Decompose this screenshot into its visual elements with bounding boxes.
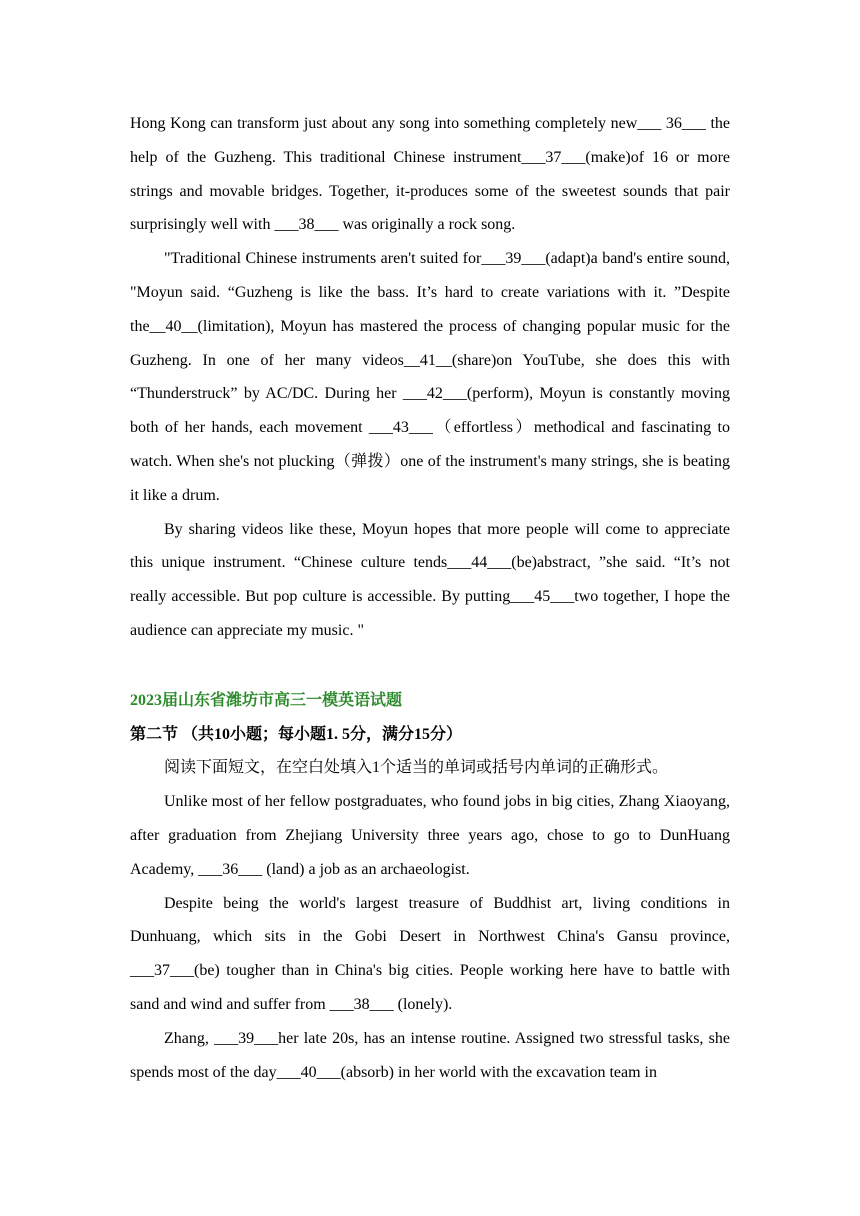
passage2-paragraph-2: Despite being the world's largest treasure of Buddhist art, living conditions in Dunhuang, which sits in the Gobi Desert in Northwest China's Gansu province, ___37___(be) tougher than in China's big cities. People working here have to battle with sand and wind and suffer from ___38___ (lonely).	[130, 894, 730, 1013]
instruction-text: 阅读下面短文，在空白处填入1个适当的单词或括号内单词的正确形式。	[164, 759, 669, 777]
passage2-paragraph-3: Zhang, ___39___her late 20s, has an intense routine. Assigned two stressful tasks, she spends most of the day___40___(absorb) in her world with the excavation team in	[130, 1029, 730, 1081]
passage1-paragraph-2: "Traditional Chinese instruments aren't suited for___39___(adapt)a band's entire sound, "Moyun said. “Guzheng is like the bass. It’s hard to create variations with it. ”Despite the__40__(limitation), Moyun has mastered the process of changing popular music for the Guzheng. In one of her many videos__41__(share)on YouTube, she does this with “Thunderstruck” by AC/DC. During her ___42___(perform), Moyun is constantly moving both of her hands, each movement ___43___（effortless）methodical and fascinating to watch. When she's not plucking（弹拨）one of the instrument's many strings, she is beating it like a drum.	[130, 250, 730, 504]
passage1-paragraph-1: Hong Kong can transform just about any song into something completely new___ 36___ the help of the Guzheng. This traditional Chinese instrument___37___(make)of 16 or more strings and movable bridges. Together, it-produces some of the sweetest sounds that pair surprisingly well with ___38___ was originally a rock song.	[130, 115, 730, 234]
passage2-paragraph-1: Unlike most of her fellow postgraduates, who found jobs in big cities, Zhang Xiaoyang, after graduation from Zhejiang University three years ago, chose to go to DunHuang Academy, ___36___ (land) a job as an archaeologist.	[130, 793, 730, 878]
passage1-paragraph-3: By sharing videos like these, Moyun hopes that more people will come to appreciate this unique instrument. “Chinese culture tends___44___(be)abstract, ”she said. “It’s not really accessible. But pop culture is accessible. By putting___45___two together, I hope the audience can appreciate my music. "	[130, 520, 730, 639]
section-subtitle: 第二节 （共10小题；每小题1. 5分，满分15分）	[130, 725, 463, 743]
page-content	[130, 107, 730, 1089]
exam-title: 2023届山东省潍坊市高三一模英语试题	[130, 691, 403, 709]
